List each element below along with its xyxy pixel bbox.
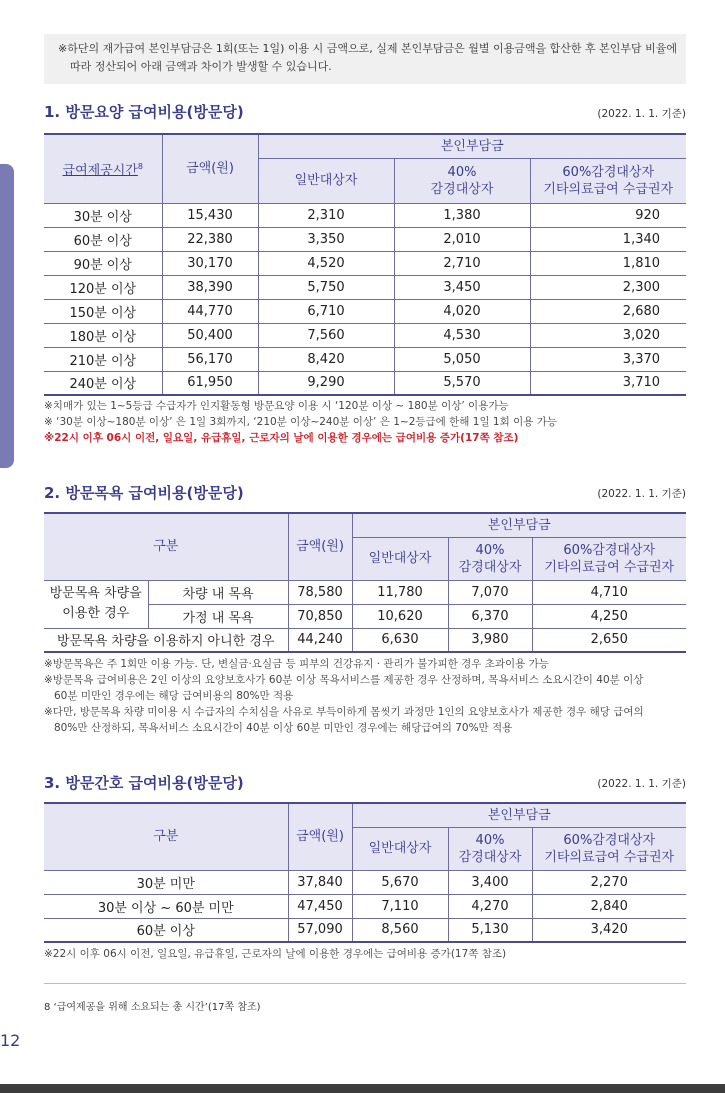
- amount-header: 금액(원): [288, 803, 352, 870]
- reduced40-header: 40% 감경대상자: [448, 827, 532, 870]
- reduced60-header: 60%감경대상자 기타의료급여 수급권자: [532, 537, 686, 580]
- vehicle-group-label: 방문목욕 차량을 이용한 경우: [44, 580, 148, 628]
- bath-fee-table: [44, 512, 686, 653]
- table-row: 60분 이상 22,380 3,350 2,010 1,340: [44, 227, 686, 251]
- reduced60-header: 60%감경대상자 기타의료급여 수급권자: [530, 158, 686, 203]
- category-header: 구분: [44, 803, 288, 870]
- table-row: 120분 이상 38,390 5,750 3,450 2,300: [44, 275, 686, 299]
- copay-header: 본인부담금: [352, 513, 686, 537]
- table-row: 방문목욕 차량을 이용한 경우 차량 내 목욕 78,580 11,780 7,070 4,710: [44, 580, 686, 604]
- footnote: 8 ‘급여제공을 위해 소요되는 총 시간’(17쪽 참조): [44, 1002, 261, 1013]
- section2-notes: ※방문목욕은 주 1회만 이용 가능. 단, 변실금·요실금 등 피부의 건강유지 · 관리가 불가피한 경우 초과이용 가능 ※방문목욕 급여비용은 2인 이상의 요양보호사가 60분 이상 목욕서비스를 제공한 경우 산정하며, 목욕서비스 소요시간이 40분 이상 60분 미만인 경우에는 해당 급여비용의 80%만 적용 ※다만, 방문목욕 차량 미이용 시 수급자의 수치심을 사유로 부득이하게 몸씻기 과정만 1인의 요양보호사가 제공한 경우 해당 급여의 80%만 산정하되, 목욕서비스 소요시간이 40분 이상 60분 미만인 경우에는 해당급여의 70%만 적용: [44, 658, 644, 734]
- footnote-divider: [44, 983, 686, 984]
- bottom-bar: [0, 1084, 725, 1093]
- table-row: 30분 미만 37,840 5,670 3,400 2,270: [44, 870, 686, 894]
- general-header: 일반대상자: [352, 537, 448, 580]
- surcharge-warning: ※22시 이후 06시 이전, 일요일, 유급휴일, 근로자의 날에 이용한 경우에는 급여비용 증가(17쪽 참조): [44, 432, 519, 444]
- amount-header: 금액(원): [288, 513, 352, 580]
- section1-reference-date: (2022. 1. 1. 기준): [597, 108, 686, 120]
- nursing-fee-table: [44, 802, 686, 943]
- category-header: 구분: [44, 513, 288, 580]
- general-header: 일반대상자: [352, 827, 448, 870]
- table-row: 가정 내 목욕 70,850 10,620 6,370 4,250: [44, 604, 686, 628]
- table-row: 30분 이상 ~ 60분 미만 47,450 7,110 4,270 2,840: [44, 894, 686, 918]
- table-row: 210분 이상 56,170 8,420 5,050 3,370: [44, 347, 686, 371]
- section3-reference-date: (2022. 1. 1. 기준): [597, 778, 686, 790]
- table-row: 240분 이상 61,950 9,290 5,570 3,710: [44, 371, 686, 395]
- reduced40-header: 40% 감경대상자: [394, 158, 530, 203]
- copay-header: 본인부담금: [258, 134, 686, 158]
- section1-title: 1. 방문요양 급여비용(방문당): [44, 103, 244, 121]
- top-note-line1: ※하단의 재가급여 본인부담금은 1회(또는 1일) 이용 시 금액으로, 실제 본인부담금은 월별 이용금액을 합산한 후 본인부담 비율에: [58, 42, 678, 55]
- copay-header: 본인부담금: [352, 803, 686, 827]
- section1-notes: ※치매가 있는 1~5등급 수급자가 인지활동형 방문요양 이용 시 ‘120분 이상 ~ 180분 이상’ 이용가능 ※ ‘30분 이상~180분 이상’ 은 1일 3회까지, ‘210분 이상~240분 이상’ 은 1~2등급에 한해 1일 1회 이용 가능 ※22시 이후 06시 이전, 일요일, 유급휴일, 근로자의 날에 이용한 경우에는 급여비용 증가(17쪽 참조): [44, 398, 694, 446]
- duration-header: 급여제공시간$^8$: [44, 134, 162, 203]
- table-row: 60분 이상 57,090 8,560 5,130 3,420: [44, 918, 686, 942]
- section3-notes: ※22시 이후 06시 이전, 일요일, 유급휴일, 근로자의 날에 이용한 경우에는 급여비용 증가(17쪽 참조): [44, 948, 507, 960]
- reduced60-header: 60%감경대상자 기타의료급여 수급권자: [532, 827, 686, 870]
- top-note-line2: 따라 정산되어 아래 금액과 차이가 발생할 수 있습니다.: [70, 60, 332, 73]
- table-row: 180분 이상 50,400 7,560 4,530 3,020: [44, 323, 686, 347]
- table-row: 150분 이상 44,770 6,710 4,020 2,680: [44, 299, 686, 323]
- general-header: 일반대상자: [258, 158, 394, 203]
- table-row: 90분 이상 30,170 4,520 2,710 1,810: [44, 251, 686, 275]
- chapter-side-tab: [0, 164, 14, 468]
- section2-title: 2. 방문목욕 급여비용(방문당): [44, 484, 244, 502]
- amount-header: 금액(원): [162, 134, 258, 203]
- section3-title: 3. 방문간호 급여비용(방문당): [44, 774, 244, 792]
- page-number: 12: [0, 1031, 21, 1050]
- section2-reference-date: (2022. 1. 1. 기준): [597, 488, 686, 500]
- reduced40-header: 40% 감경대상자: [448, 537, 532, 580]
- home-care-fee-table: [44, 133, 686, 396]
- top-note-box: [44, 34, 686, 84]
- table-row: 30분 이상 15,430 2,310 1,380 920: [44, 203, 686, 227]
- table-row: 방문목욕 차량을 이용하지 아니한 경우 44,240 6,630 3,980 2,650: [44, 628, 686, 652]
